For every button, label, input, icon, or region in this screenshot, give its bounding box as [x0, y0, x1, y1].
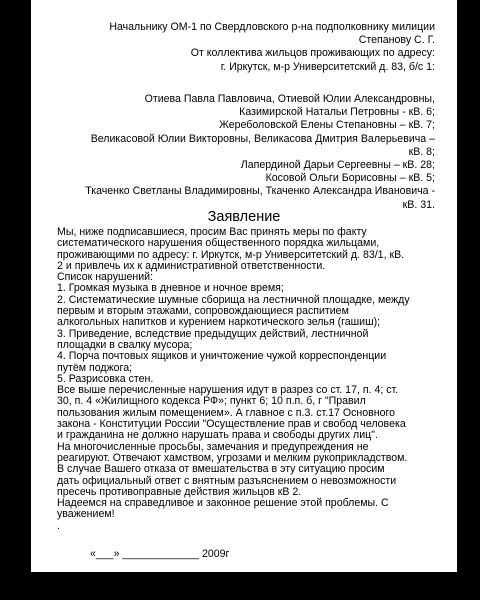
body-line: На многочисленные просьбы, замечания и предупреждения не — [57, 440, 369, 453]
body-line: реагируют. Отвечают хамством, угрозами и мелким рукоприкладством. — [57, 451, 408, 464]
body-line: алкогольных напитков и курением наркотического зелья (гашиш); — [57, 316, 381, 329]
body-line: уважением! — [57, 508, 115, 521]
body-line: дать официальный ответ с внятным разъяснением о невозможности — [57, 474, 397, 487]
resident-line: Великасовой Юлии Викторовны, Великасова Дмитрия Валерьевича – — [90, 132, 435, 145]
resident-line: Косовой Ольги Борисовны – кВ. 5; — [265, 172, 435, 185]
resident-line: Жереболовской Елены Степановны – кВ. 7; — [219, 119, 435, 132]
body-line: 30, п. 4 «Жилищного кодекса РФ»; пункт 6; 10 п.п. б, г "Правил — [57, 395, 366, 408]
resident-line: кВ. 8; — [408, 145, 435, 158]
body-line: пользования жилым помещением». А главное с п.3. ст.17 Основного — [57, 406, 396, 419]
resident-line: Казимирской Натальи Петровны - кВ. 6; — [239, 106, 435, 119]
residents-block — [31, 93, 435, 212]
body-line: . — [57, 519, 60, 532]
body-line: закона - Конституции России "Осуществление прав и свобод человека — [57, 418, 406, 431]
resident-line: Ткаченко Светланы Владимировны, Ткаченко Александра Ивановича - — [85, 185, 435, 198]
body-line: 3. Приведение, вследствие предыдущих действий, лестничной — [57, 327, 369, 340]
resident-line: кВ. 31. — [402, 198, 435, 211]
resident-line: Лаперд​иной Дарьи Сергеевны – кВ. 28; — [240, 159, 435, 172]
body-line: 2 и привлечь их к административной ответственности. — [57, 259, 326, 272]
addressee-line: От коллектива жильцов проживающих по адресу: — [190, 47, 435, 60]
body-line: систематического нарушения общественного порядка жильцами, — [57, 237, 380, 250]
body-line: 4. Порча почтовых ящиков и уничтожение чужой корреспонденции — [57, 350, 387, 363]
document-title: Заявление — [207, 209, 281, 225]
date-signature-line: «___» _____________ 2009г — [90, 548, 230, 560]
addressee-line: Степанову С. Г. — [358, 34, 435, 47]
statement-body — [57, 227, 457, 532]
body-line: Мы, ниже подписавшиеся, просим Вас принять меры по факту — [57, 226, 367, 238]
body-line: проживающими по адресу: г. Иркутск, м-р Университетский д. 83/1, кВ. — [57, 248, 405, 261]
body-line: Все выше перечисленные нарушения идут в разрез со ст. 17, п. 4; ст. — [57, 384, 399, 397]
body-line: 1. Громкая музыка в дневное и ночное время; — [57, 282, 284, 295]
addressee-line: Начальнику ОМ-1 по Свердловского р-на подполковнику милиции — [109, 21, 435, 33]
body-line: В случае Вашего отказа от вмешательства в эту ситуацию просим — [57, 463, 385, 476]
body-line: 5. Разрисовка стен. — [57, 372, 154, 385]
body-line: Надеемся на справедливое и законное решение этой проблемы. С — [57, 497, 389, 510]
addressee-line: г. Иркутск, м-р Университетский д. 83, б/с 1: — [220, 60, 435, 73]
body-line: и гражданина не должно нарушать права и свободы других лиц". — [57, 429, 378, 442]
body-line: первым и вторым этажами, сопровождающиеся распитием — [57, 305, 349, 318]
body-line: путём поджога; — [57, 361, 133, 374]
resident-line: Отиева Павла Павловича, Отиевой Юлии Александровны, — [144, 93, 435, 105]
body-line: пресечь противоправные действия жильцов кВ 2. — [57, 485, 302, 498]
body-line: Список нарушений: — [57, 271, 154, 284]
body-line: 2. Систематические шумные сборища на лестничной площадке, между — [57, 293, 410, 306]
addressee-block — [31, 21, 435, 74]
body-line: площадки в свалку мусора; — [57, 338, 193, 351]
